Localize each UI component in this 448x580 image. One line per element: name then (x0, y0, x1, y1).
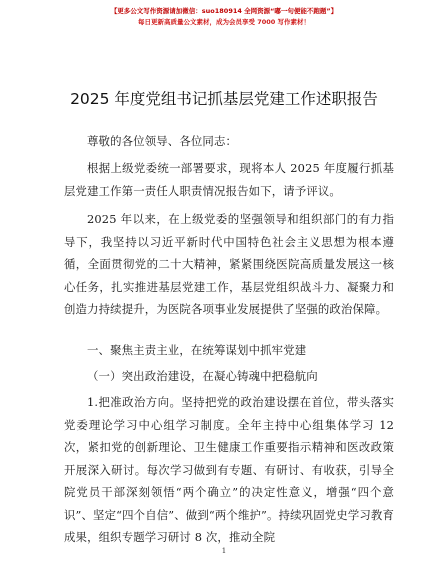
intro-block (64, 157, 394, 202)
section-1-block (64, 339, 394, 362)
promo-line-1: 【更多公文写作资源请加微信：suo180914 全网资源“嘟一句便能不跑题”】 (110, 7, 338, 15)
salutation: 尊敬的各位领导、各位同志： (87, 134, 238, 148)
salutation-block (64, 130, 394, 153)
promo-line-2: 每日更新高质量公文素材，成为会员享受 7000 写作素材！ (137, 18, 311, 26)
subsection-1-heading: （一）突出政治建设，在凝心铸魂中把稳航向 (87, 369, 318, 383)
section-1-heading: 一、聚焦主责主业，在统筹谋划中抓牢党建 (87, 343, 307, 357)
page-number: 1 (221, 547, 227, 555)
political-direction-block (64, 391, 394, 549)
subsection-1-block (64, 365, 394, 388)
overview-paragraph: 2025 年以来，在上级党委的坚强领导和组织部门的有力指导下，我坚持以习近平新时代中国特色社会主义思想为根本遵循，全面贯彻党的二十大精神，紧紧围绕医院高质量发展这一核心任务，扎实推进基层党建工作，基层党组织战斗力、凝聚力和创造力持续提升，为医院各项事业发展提供了坚强的政治保障。 (64, 212, 394, 316)
overview-block (64, 208, 394, 321)
intro-paragraph: 根据上级党委统一部署要求，现将本人 2025 年度履行抓基层党建工作第一责任人职责情况报告如下，请予评议。 (64, 161, 394, 198)
promo-banner (0, 6, 448, 28)
political-direction-paragraph: 1.把准政治方向。坚持把党的政治建设摆在首位，带头落实党委理论学习中心组学习制度。全年主持中心组集体学习 12 次，紧扣党的创新理论、卫生健康工作重要指示精神和医改政策开展深入研讨。每次学习做到有专题、有研讨、有收获，引导全院党员干部深刻领悟“两个确立”的决定性意义，增强“四个意识”、坚定“四个自信”、做到“两个维护”。持续巩固党史学习教育成果，组织专题学习研讨 8 次，推动全院 (64, 395, 394, 544)
document-title: 2025 年度党组书记抓基层党建工作述职报告 (70, 90, 378, 108)
